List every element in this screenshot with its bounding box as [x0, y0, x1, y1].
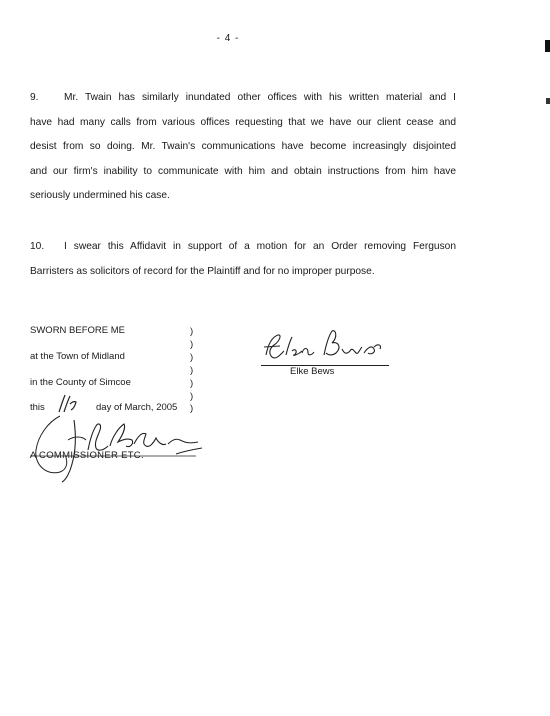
paragraph-line: and our firm's inability to communicate with him and obtain instructions from him have — [30, 165, 456, 177]
jurat-this: this — [30, 402, 45, 413]
jurat-town: at the Town of Midland — [30, 351, 125, 362]
bracket-glyph: ) — [190, 339, 194, 350]
bracket-glyph: ) — [190, 365, 194, 376]
edge-scan-mark-small — [546, 98, 550, 104]
paragraph-line — [30, 235, 456, 260]
bracket-glyph: ) — [190, 326, 194, 337]
paragraph-line: desist from so doing. Mr. Twain's communications have become increasingly disjointed — [30, 141, 456, 152]
paragraph-text: Mr. Twain has similarly inundated other offices with his written material and I — [64, 92, 456, 103]
bracket-glyph: ) — [190, 378, 194, 389]
paragraph-line: Barristers as solicitors of record for the Plaintiff and for no improper purpose. — [30, 265, 375, 277]
page-number: - 4 - — [216, 33, 240, 44]
bracket-glyph: ) — [190, 403, 194, 414]
paragraph-number: 10. — [30, 241, 45, 252]
deponent-name: Elke Bews — [290, 366, 335, 377]
paragraph-text: I swear this Affidavit in support of a motion for an Order removing Ferguson — [64, 241, 456, 252]
deponent-signature — [258, 325, 388, 367]
paragraph-9 — [30, 86, 456, 209]
paragraph-line — [30, 86, 456, 111]
jurat-sworn: SWORN BEFORE ME — [30, 325, 126, 336]
jurat-day-of: day of March, 2005 — [96, 402, 178, 413]
bracket-glyph: ) — [190, 352, 194, 363]
bracket-glyph: ) — [190, 391, 194, 402]
commissioner-label: A COMMISSIONER ETC. — [30, 450, 144, 461]
paragraph-number: 9. — [30, 92, 39, 103]
paragraph-line: have had many calls from various offices requesting that we have our client cease and — [30, 116, 456, 128]
paragraph-line: seriously undermined his case. — [30, 190, 170, 201]
commissioner-signature — [26, 410, 206, 486]
jurat-county: in the County of Simcoe — [30, 377, 131, 388]
edge-scan-mark — [545, 40, 550, 52]
paragraph-10 — [30, 235, 456, 284]
